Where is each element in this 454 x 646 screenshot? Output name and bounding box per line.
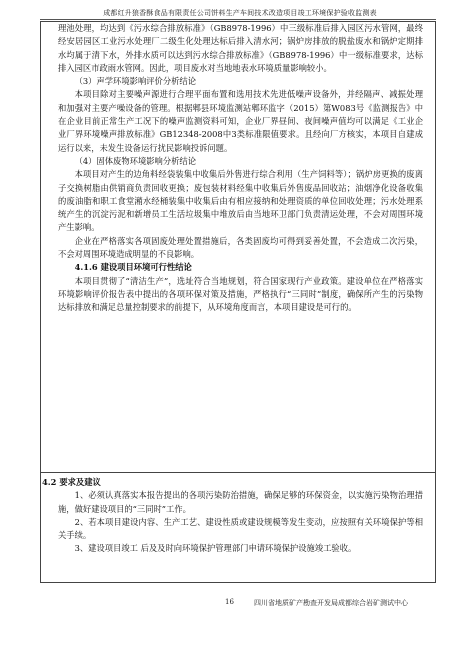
main-content: [58, 22, 423, 315]
section-divider: [40, 472, 436, 473]
requirements-section: [42, 476, 423, 556]
heading-noise: （3）声学环境影响评价分析结论: [74, 76, 197, 87]
paragraph-wastewater: 理池处理，均达到《污水综合排放标准》（GB8978-1996）中三级标准后排入园区污水管网，最终经安居园区工业污水处理厂二级生化处理达标后排入清水河；锅炉房排放的脱盐废水和锅炉定期排水均属于清下水，外排水质可以达到污水综合排放标准》（GB8978-1996）中一级标准要求，达标排入园区市政雨水管网。因此，项目废水对当地地表水环境质量影响较小。: [58, 23, 423, 73]
footer-organization: 四川省地质矿产勘查开发局成都综合岩矿测试中心: [254, 599, 408, 607]
heading-solid-waste: （4）固体废物环境影响分析结论: [74, 155, 197, 166]
page-header: 成都红升狼香酥食品有限责任公司饼料生产车间技术改造项目竣工环境保护验收监测表: [103, 9, 377, 17]
header-rule: [40, 19, 436, 20]
paragraph-feasibility: 本项目贯彻了“清洁生产”，选址符合当地规划，符合国家现行产业政策。建设单位在严格落实环境影响评价报告表中提出的各项环保对策及措施，严格执行“三同时”制度，确保所产生的污染物达标排放和满足总量控制要求的前提下，从环境角度而言，本项目建设是可行的。: [58, 275, 423, 313]
requirement-item-1: 1、必须认真落实本报告提出的各项污染防治措施，确保足够的环保资金，以实施污染物治理措施，做好建设项目的“三同时”工作。: [58, 490, 423, 514]
paragraph-solid-waste: 本项目对产生的边角料经袋装集中收集后外售进行综合利用（生产饲料等）；锅炉房更换的废离子交换树脂由供销商负责回收更换；废包装材料经集中收集后外售废品回收站；油烟净化设备收集的废油脂和职工食堂潲水经桶装集中收集后由有相应接纳和处理资质的单位回收处理；污水处理系统产生的沉淀污泥和新增员工生活垃圾集中堆放后由当地环卫部门负责清运处理，不会对周围环境产生影响。: [58, 169, 423, 233]
requirement-item-3: 3、建设项目竣工 后及及时向环境保护管理部门申请环境保护设施竣工验收。: [74, 543, 357, 554]
page-number: 16: [225, 598, 234, 606]
heading-feasibility: 4.1.6 建设项目环境可行性结论: [74, 262, 192, 273]
paragraph-noise: 本项目除对主要噪声源进行合理平面布置和选用技术先进低噪声设备外，并经隔声、减振处理和加强对主要产噪设备的管理。根据郫县环境监测站郫环监字（2015）第W083号《监测报告》中在企业目前正常生产工况下的噪声监测资料可知，企业厂界昼间、夜间噪声值均可以满足《工业企业厂界环境噪声排放标准》GB12348-2008中3类标准限值要求。且经向厂方核实，本项目自建成运行以来，未发生设备运行扰民影响投诉问题。: [58, 89, 423, 153]
paragraph-solid-waste-conclusion: 企业在严格落实各项固废处理处置措施后，各类固废均可得到妥善处置，不会造成二次污染，不会对周围环境造成明显的不良影响。: [58, 235, 423, 260]
section-title-requirements: 4.2 要求及建议: [42, 477, 101, 487]
requirement-item-2: 2、若本项目建设内容、生产工艺、建设性质或建设规模等发生变动，应按照有关环境保护等相关手续。: [58, 516, 423, 541]
